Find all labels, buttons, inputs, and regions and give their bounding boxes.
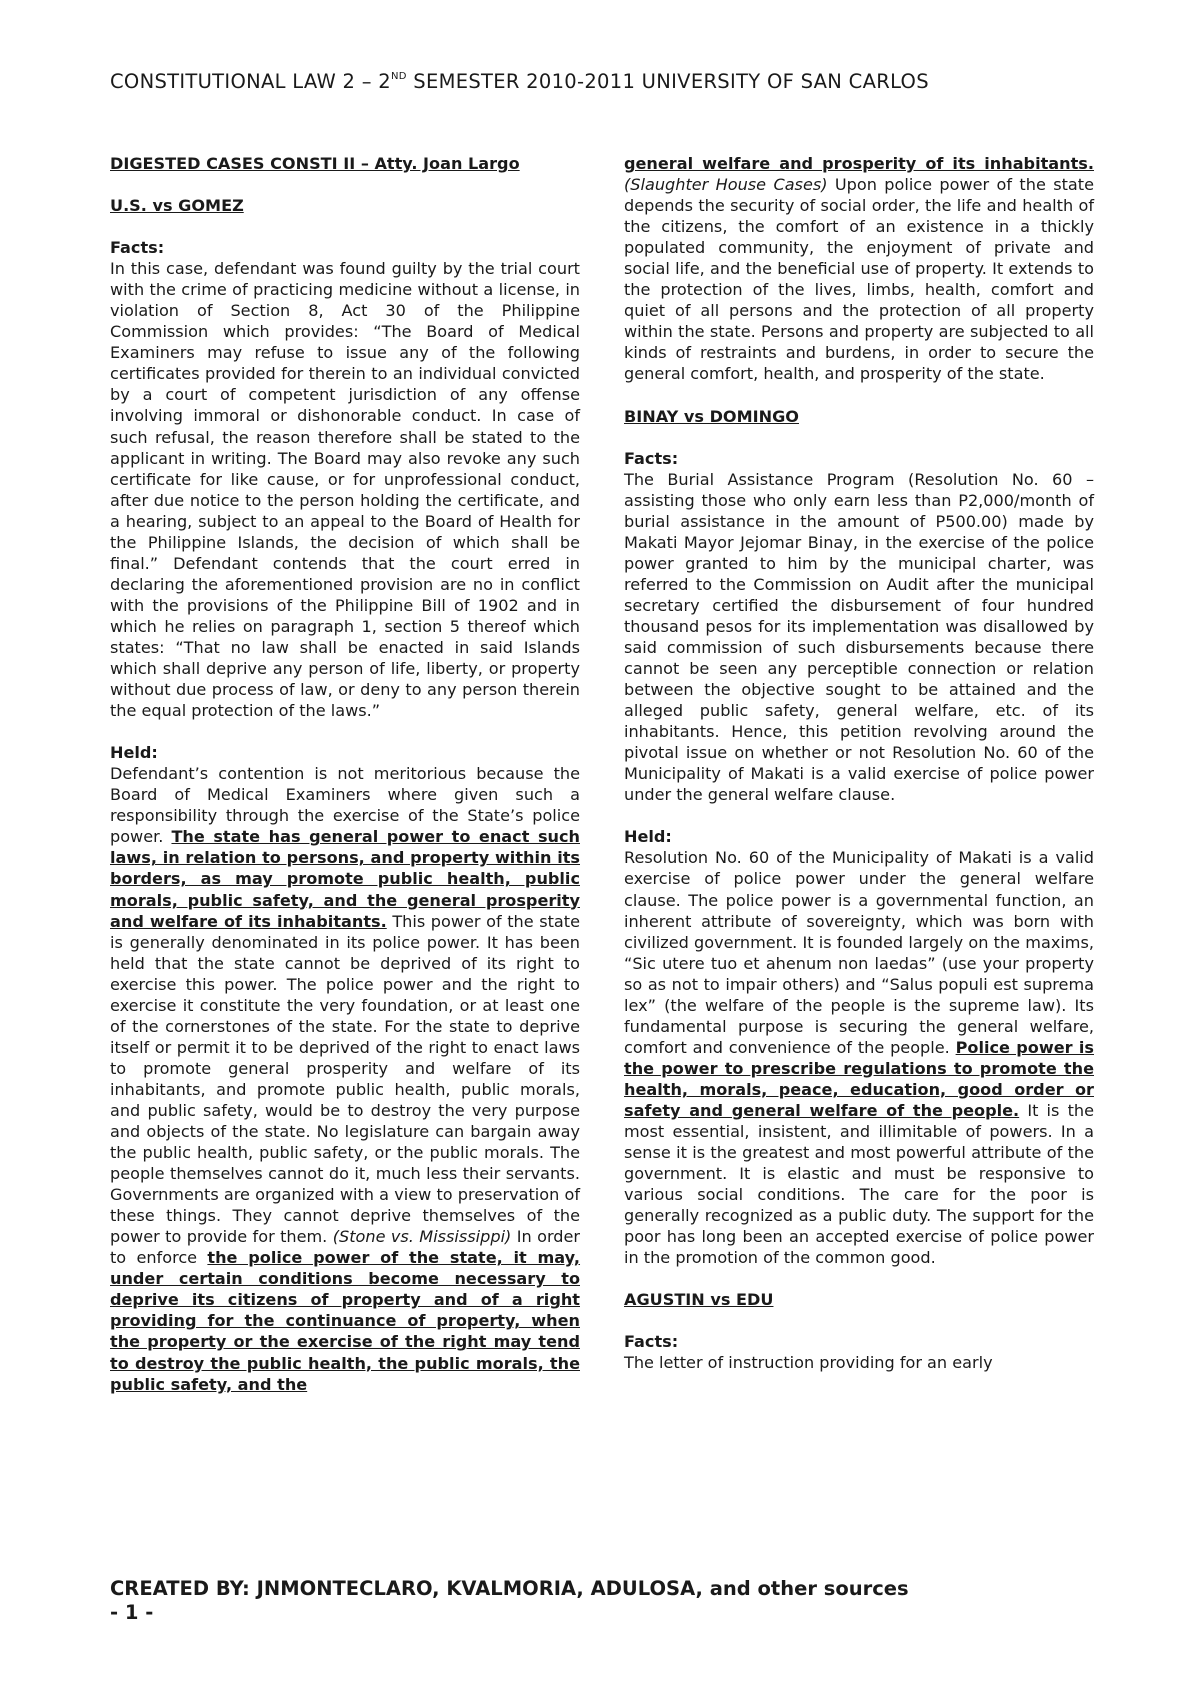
right-column [624, 153, 1094, 1373]
facts-paragraph-agustin: The letter of instruction providing for an early [624, 1353, 993, 1373]
case-title-agustin-vs-edu: AGUSTIN vs EDU [624, 1290, 774, 1310]
held-paragraph-binay [624, 847, 1094, 1268]
case-title-us-vs-gomez: U.S. vs GOMEZ [110, 196, 244, 216]
held-heading-binay: Held: [624, 827, 672, 847]
held-binay-emphasis: Police power is the power to prescribe regulations to promote the health, morals, peace, education, good order or safety and general welfare of the people. [624, 1037, 1094, 1120]
footer-credits: CREATED BY: JNMONTECLARO, KVALMORIA, ADULOSA, and other sources [110, 1577, 909, 1600]
held-text-1: Defendant’s contention is not meritorious because the Board of Medical Examiners where given such a responsibility through the exercise of the State’s police power. [110, 764, 580, 847]
page-footer [110, 1577, 909, 1625]
continued-emphasis: general welfare and prosperity of its inhabitants. [624, 154, 1094, 173]
held-emphasis-1: The state has general power to enact such laws, in relation to persons, and property within its borders, as may promote public health, public morals, public safety, and the general prosperity and welfare of its inhabitants. [110, 827, 580, 931]
page-header [110, 70, 1110, 93]
held-paragraph [110, 763, 580, 1394]
facts-heading-agustin: Facts: [624, 1332, 679, 1352]
page-number: - 1 - [110, 1601, 154, 1624]
facts-paragraph-binay: The Burial Assistance Program (Resolution No. 60 – assisting those who only earn less than P2,000/month of burial assistance in the amount of P500.00) made by Makati Mayor Jejomar Binay, in the exercise of the police power granted to him by the municipal charter, was referred to the Commission on Audit after the municipal secretary certified the disbursement of four hundred thousand pesos for its implementation was disallowed by said commission of such disbursements because there cannot be seen any perceptible connection or relation between the objective sought to be attained and the alleged public safety, general welfare, etc. of its inhabitants. Hence, this petition revolving around the pivotal issue on whether or not Resolution No. 60 of the Municipality of Makati is a valid exercise of police power under the general welfare clause. [624, 469, 1094, 805]
facts-paragraph: In this case, defendant was found guilty by the trial court with the crime of practicing medicine without a license, in violation of Section 8, Act 30 of the Philippine Commission which provides: “The Board of Medical Examiners may refuse to issue any of the following certificates provided for therein to an individual convicted by a court of competent jurisdiction of any offense involving immoral or dishonorable conduct. In case of such refusal, the reason therefore shall be stated to the applicant in writing. The Board may also revoke any such certificate for like cause, or for unprofessional conduct, after due notice to the person holding the certificate, and a hearing, subject to an appeal to the Board of Health for the Philippine Islands, the decision of which shall be final.” Defendant contends that the court erred in declaring the aforementioned provision are no in conflict with the provisions of the Philippine Bill of 1902 and in which he relies on paragraph 1, section 5 thereof which states: “That no law shall be enacted in said Islands which shall deprive any person of life, liberty, or property without due process of law, or deny to any person therein the equal protection of the laws.” [110, 259, 580, 721]
held-binay-text-1: Resolution No. 60 of the Municipality of Makati is a valid exercise of police power under the general welfare clause. The police power is a governmental function, an inherent attribute of sovereignty, which was born with civilized government. It is founded largely on the maxims, “Sic utere tuo et ahenum non laedas” (use your property so as not to impair others) and “Salus populi est suprema lex” (the welfare of the people is the supreme law). Its fundamental purpose is securing the general welfare, comfort and convenience of the people. [624, 848, 1094, 1057]
facts-heading-binay: Facts: [624, 448, 679, 468]
held-binay-text-2: It is the most essential, insistent, and illimitable of powers. In a sense it is the greatest and most powerful attribute of the government. It is elastic and must be responsive to various social conditions. The care for the poor is generally recognized as a public duty. The support for the poor has long been an accepted exercise of police power in the promotion of the common good. [624, 1100, 1094, 1268]
facts-heading: Facts: [110, 238, 165, 258]
held-text-2: This power of the state is generally denominated in its police power. It has been held that the state cannot be deprived of its right to exercise this power. The police power and the right to exercise it constitute the very foundation, or at least one of the cornerstones of the state. For the state to deprive itself or permit it to be deprived of the right to enact laws to promote general prosperity and welfare of its inhabitants, and promote public health, public morals, and public safety, would be to destroy the very purpose and objects of the state. No legislature can bargain away the public health, public safety, or the public morals. The people themselves cannot do it, much less their servants. Governments are organized with a view to preservation of these things. They cannot deprive themselves of the power to provide for them. [110, 911, 580, 1247]
left-column [110, 153, 580, 1395]
held-text-3: In order to enforce [110, 1227, 581, 1268]
continued-paragraph [624, 153, 1094, 385]
case-title-binay-vs-domingo: BINAY vs DOMINGO [624, 406, 799, 426]
header-superscript: ND [391, 71, 407, 82]
continued-citation: (Slaughter House Cases) [624, 175, 828, 195]
header-suffix: SEMESTER 2010-2011 UNIVERSITY OF SAN CARLOS [406, 70, 929, 93]
held-citation: (Stone vs. Mississippi) [332, 1227, 512, 1247]
document-title: DIGESTED CASES CONSTI II – Atty. Joan Largo [110, 154, 520, 173]
held-emphasis-2: the police power of the state, it may, under certain conditions become necessary to deprive its citizens of property and of a right providing for the continuance of property, when the property or the exercise of the right may tend to destroy the public health, the public morals, the public safety, and the [110, 1248, 581, 1394]
continued-text: Upon police power of the state depends the security of social order, the life and health of the citizens, the comfort of an existence in a thickly populated community, the enjoyment of private and social life, and the beneficial use of property. It extends to the protection of the lives, limbs, health, comfort and quiet of all persons and the protection of all property within the state. Persons and property are subjected to all kinds of restraints and burdens, in order to secure the general comfort, health, and prosperity of the state. [624, 175, 1094, 384]
header-prefix: CONSTITUTIONAL LAW 2 – 2 [110, 70, 391, 93]
held-heading: Held: [110, 743, 158, 763]
